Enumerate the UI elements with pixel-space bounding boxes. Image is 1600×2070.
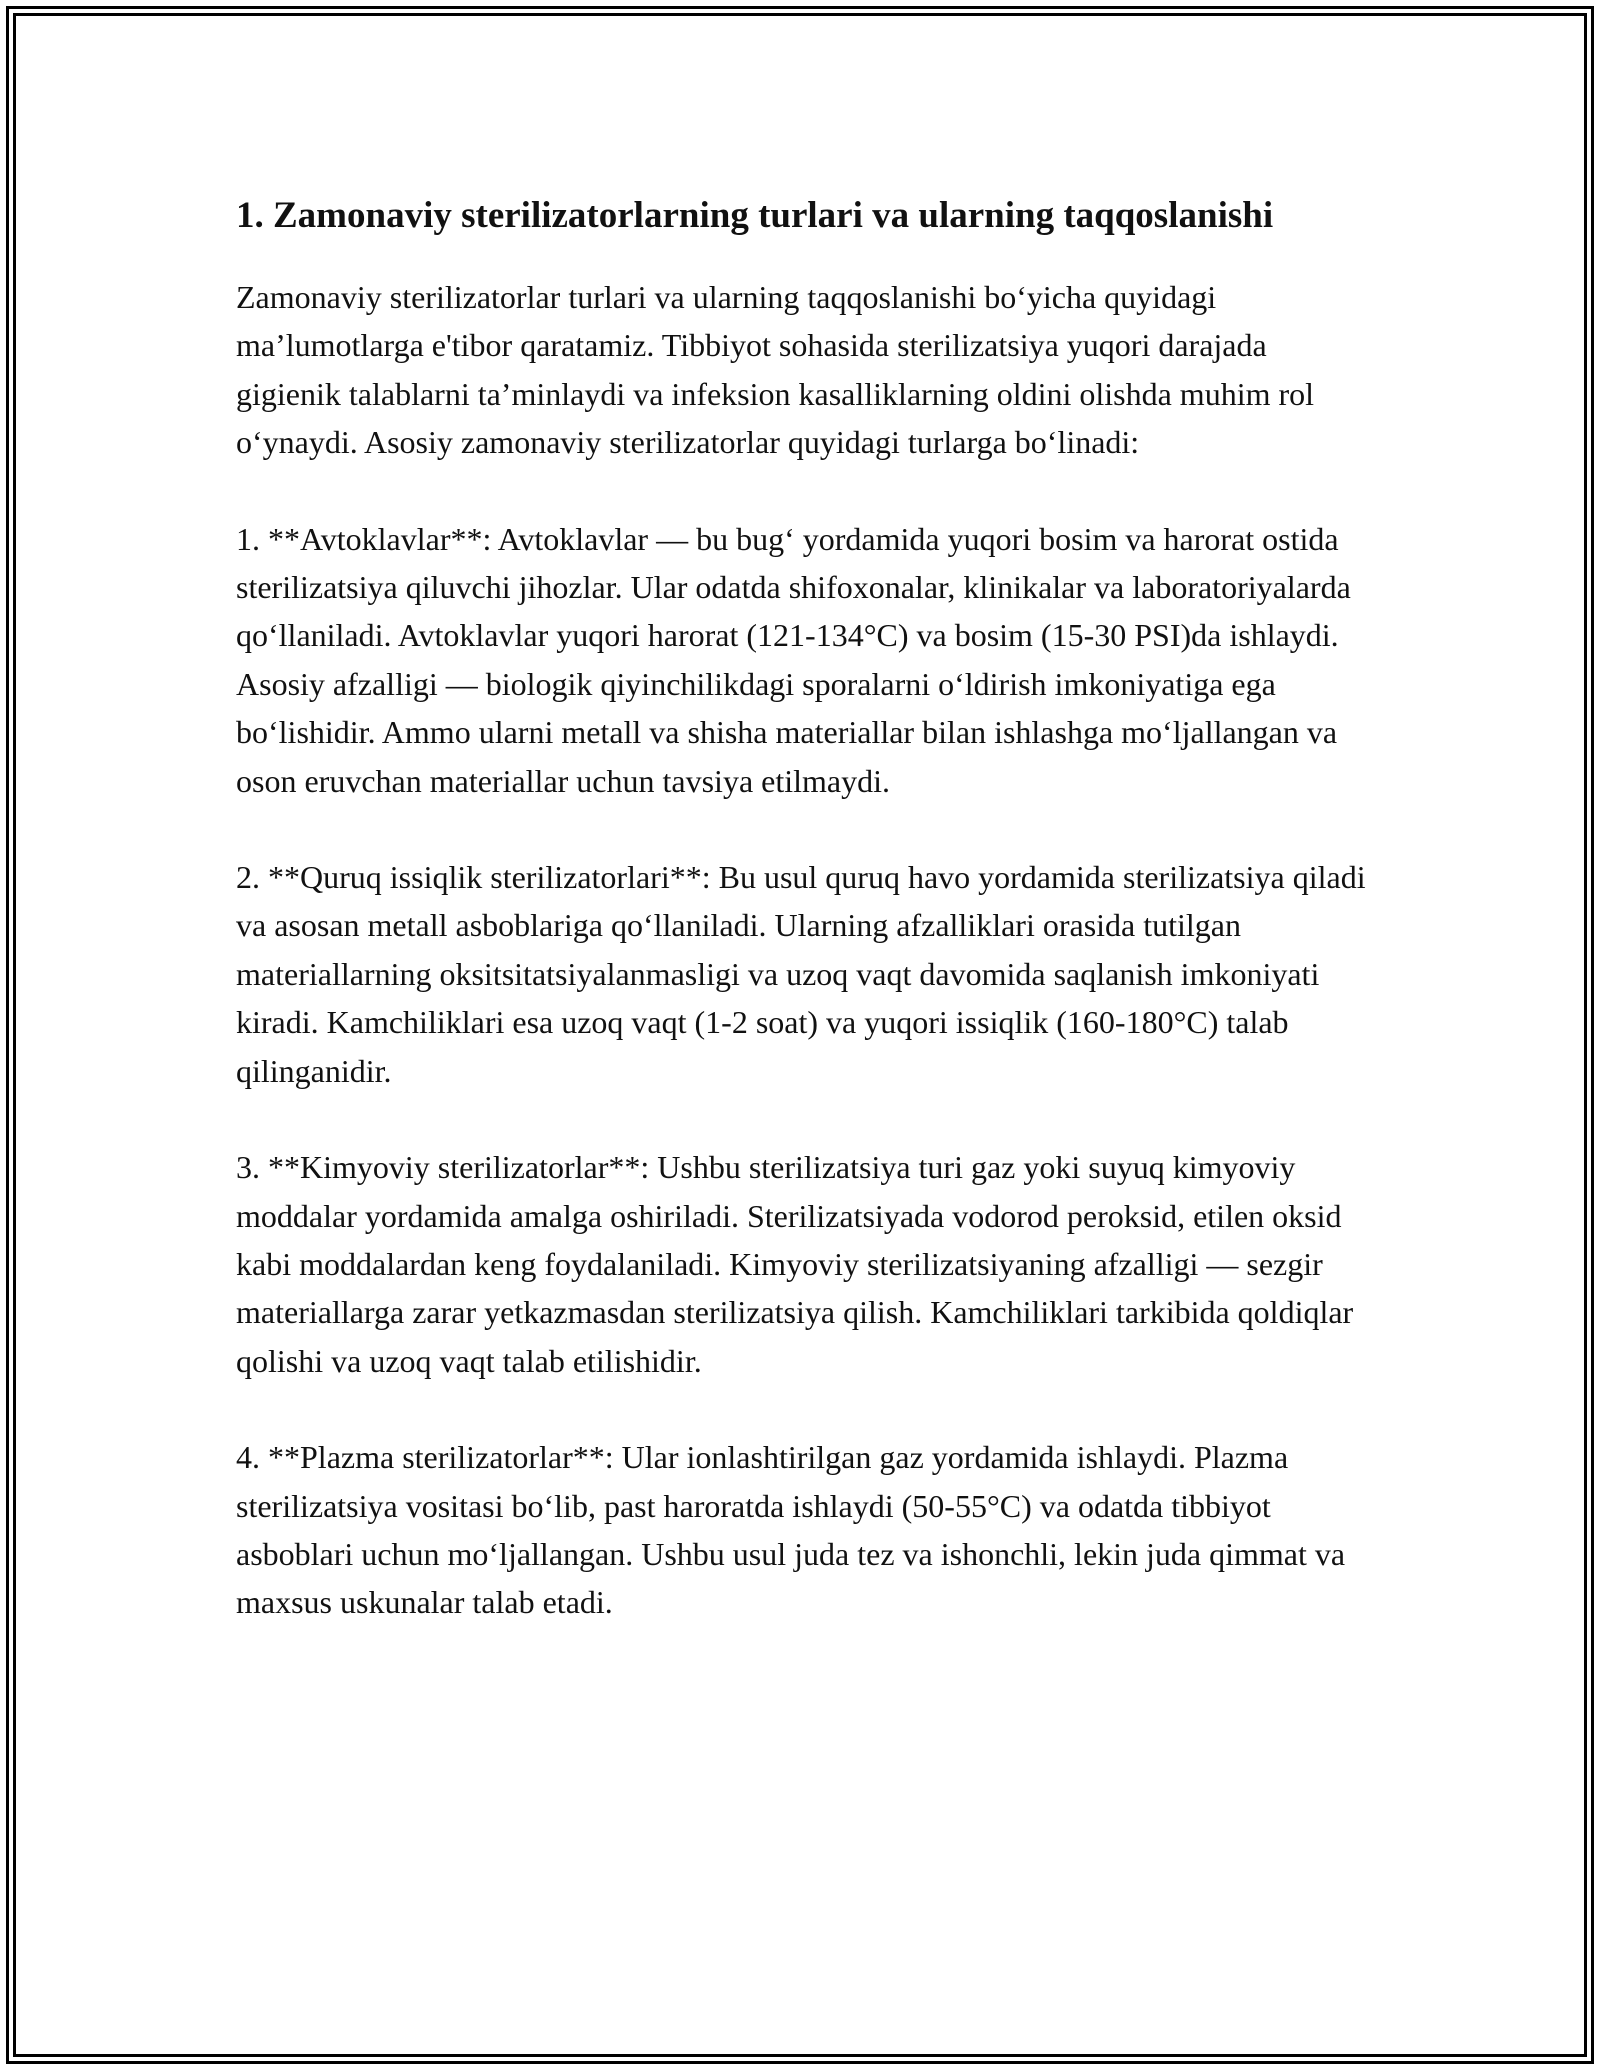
dry-heat-paragraph: 2. **Quruq issiqlik sterilizatorlari**: Bu usul quruq havo yordamida sterilizatsiya qiladi va asosan metall asboblariga qo‘llaniladi. Ularning afzalliklari orasida tutilgan materiallarning oksitsitatsiyalanmasligi va uzoq vaqt davomida saqlanish imkoniyati kiradi. Kamchiliklari esa uzoq vaqt (1-2 soat) va yuqori issiqlik (160-180°C) talab qilinganidir. — [236, 859, 1366, 1089]
document-title: 1. Zamonaviy sterilizatorlarning turlari va ularning taqqoslanishi — [236, 195, 1274, 236]
chemical-paragraph: 3. **Kimyoviy sterilizatorlar**: Ushbu sterilizatsiya turi gaz yoki suyuq kimyoviy moddalar yordamida amalga oshiriladi. Sterilizatsiyada vodorod peroksid, etilen oksid kabi moddalardan keng foydalaniladi. Kimyoviy sterilizatsiyaning afzalligi — sezgir materiallarga zarar yetkazmasdan sterilizatsiya qilish. Kamchiliklari tarkibida qoldiqlar qolishi va uzoq vaqt talab etilishidir. — [236, 1149, 1354, 1379]
document-body — [236, 188, 1366, 1675]
plasma-paragraph: 4. **Plazma sterilizatorlar**: Ular ionlashtirilgan gaz yordamida ishlaydi. Plazma sterilizatsiya vositasi bo‘lib, past haroratda ishlaydi (50-55°C) va odatda tibbiyot asboblari uchun mo‘ljallangan. Ushbu usul juda tez va ishonchli, lekin juda qimmat va maxsus uskunalar talab etadi. — [236, 1439, 1346, 1621]
autoclave-paragraph: 1. **Avtoklavlar**: Avtoklavlar — bu bug‘ yordamida yuqori bosim va harorat ostida sterilizatsiya qiluvchi jihozlar. Ular odatda shifoxonalar, klinikalar va laboratoriyalarda qo‘llaniladi. Avtoklavlar yuqori harorat (121-134°C) va bosim (15-30 PSI)da ishlaydi. Asosiy afzalligi — biologik qiyinchilikdagi sporalarni o‘ldirish imkoniyatiga ega bo‘lishidir. Ammo ularni metall va shisha materiallar bilan ishlashga mo‘ljallangan va oson eruvchan materiallar uchun tavsiya etilmaydi. — [236, 520, 1351, 799]
intro-paragraph: Zamonaviy sterilizatorlar turlari va ularning taqqoslanishi bo‘yicha quyidagi ma’lumotlarga e'tibor qaratamiz. Tibbiyot sohasida sterilizatsiya yuqori darajada gigienik talablarni ta’minlaydi va infeksion kasalliklarning oldini olishda muhim rol o‘ynaydi. Asosiy zamonaviy sterilizatorlar quyidagi turlarga bo‘linadi: — [236, 279, 1315, 461]
